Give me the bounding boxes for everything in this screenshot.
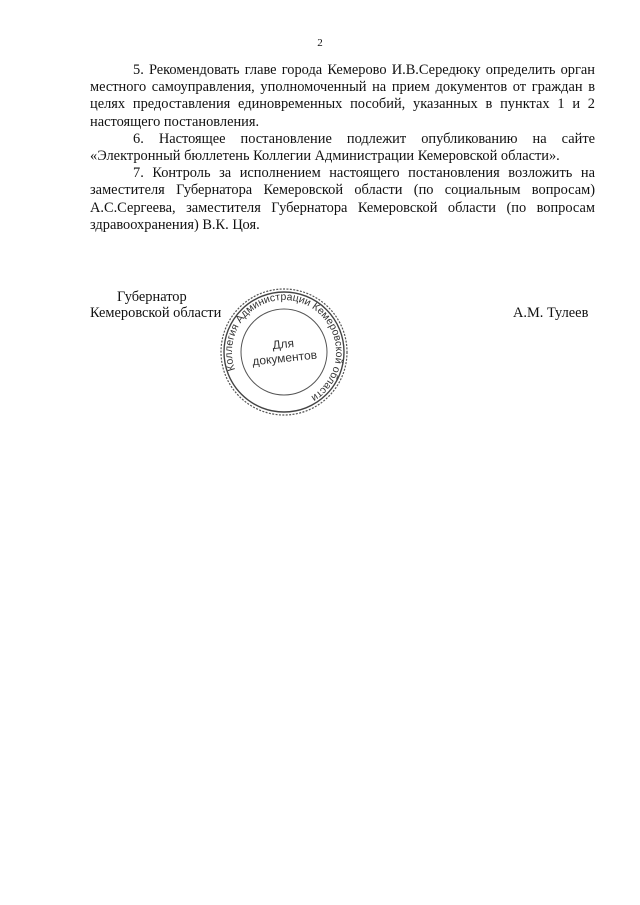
paragraph-6: 6. Настоящее постановление подлежит опубликованию на сайте «Электронный бюллетень Коллегии Администрации Кемеровской области». [90,130,595,165]
page-number: 2 [317,37,323,49]
seal-ring-text: Коллегия Администрации Кемеровской области [222,290,346,405]
seal-center-line1: Для [271,335,295,353]
paragraph-7: 7. Контроль за исполнением настоящего постановления возложить на заместителя Губернатора Кемеровской области (по социальным вопросам) А.С.Сергеева, заместителя Губернатора Кемеровской области (по вопросам здравоохранения) В.К. Цоя. [90,165,595,233]
official-seal-stamp [218,286,350,418]
signature-title-line1: Губернатор [117,289,187,305]
seal-center-line2: документов [251,347,318,369]
paragraph-5: 5. Рекомендовать главе города Кемерово И.В.Середюку определить орган местного самоуправления, уполномоченный на прием документов от граждан в целях предоставления единовременных пособий, указанных в пунктах 1 и 2 настоящего постановления. [90,62,595,130]
document-body [90,62,595,234]
signature-title-line2: Кемеровской области [90,305,222,321]
signature-name: А.М. Тулеев [513,305,589,321]
